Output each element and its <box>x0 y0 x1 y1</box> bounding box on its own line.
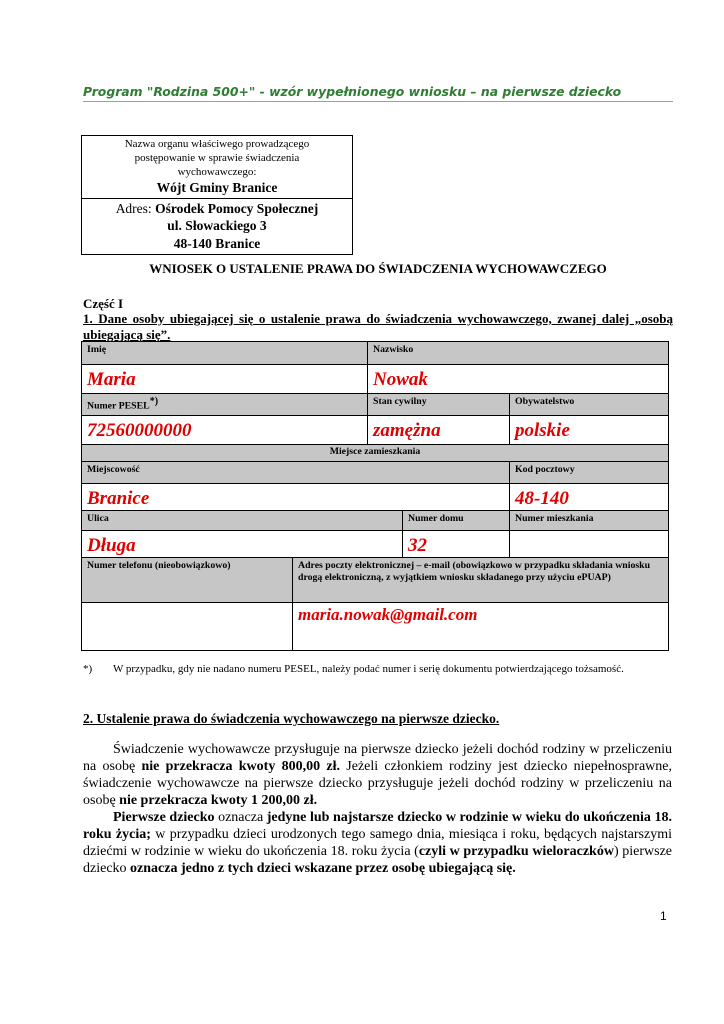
document-header: Program "Rodzina 500+" - wzór wypełnionego wniosku – na pierwsze dziecko <box>83 84 622 99</box>
marital-status-label: Stan cywilny <box>367 394 509 415</box>
phone-field[interactable] <box>82 603 292 650</box>
section1-heading: 1. Dane osoby ubiegającej się o ustalenie prawa do świadczenia wychowawczego, zwanej dalej „osobą ubiegającą się”. <box>83 311 673 342</box>
footnote-mark: *) <box>83 663 93 675</box>
pesel-footnote <box>83 663 624 675</box>
pesel-field[interactable]: 72560000000 <box>87 420 192 441</box>
organ-label-line: Nazwa organu właściwego prowadzącego <box>124 138 310 150</box>
house-number-label: Numer domu <box>402 511 509 530</box>
pesel-footnote-mark: *) <box>149 396 159 407</box>
organ-box <box>81 135 353 255</box>
marital-status-field[interactable]: zamężna <box>367 416 509 444</box>
postal-code-field[interactable]: 48-140 <box>509 484 668 510</box>
organ-address <box>82 199 352 254</box>
organ-label-line: postępowanie w sprawie świadczenia <box>134 152 300 164</box>
apartment-number-label: Numer mieszkania <box>509 511 668 530</box>
first-child-paragraph: Pierwsze dziecko oznacza jedyne lub najstarsze dziecko w rodzinie w wieku do ukończenia 18. roku życia; w przypadku dzieci urodzonych tego samego dnia, miesiąca i roku, będących najstarszymi dziećmi w rodzinie w wieku do ukończenia 18. roku życia (czyli w przypadku wieloraczków) pierwsze dziecko oznacza jedno z tych dzieci wskazane przez osobę ubiegającą się. <box>83 810 672 876</box>
residence-label: Miejsce zamieszkania <box>82 445 668 461</box>
applicant-form <box>81 341 669 651</box>
organ-name: Wójt Gminy Branice <box>156 180 278 195</box>
organ-label-line: wychowawczego: <box>177 166 257 178</box>
income-paragraph: Świadczenie wychowawcze przysługuje na pierwsze dziecko jeżeli dochód rodziny w przeliczeniu na osobę nie przekracza kwoty 800,00 zł. Jeżeli członkiem rodziny jest dziecko niepełnosprawne, świadczenie wychowawcze na pierwsze dziecko przysługuje jeżeli dochód rodziny w przeliczeniu na osobę nie przekracza kwoty 1 200,00 zł. <box>83 742 672 808</box>
postal-code-label: Kod pocztowy <box>509 462 668 483</box>
street-field[interactable]: Długa <box>87 535 136 556</box>
first-name-label: Imię <box>82 342 367 364</box>
address-name: Ośrodek Pomocy Społecznej <box>155 201 319 216</box>
pesel-label: Numer PESEL*) <box>82 394 367 415</box>
address-city: 48-140 Branice <box>173 235 261 251</box>
page-number: 1 <box>660 909 667 923</box>
document-title: WNIOSEK O USTALENIE PRAWA DO ŚWIADCZENIA WYCHOWAWCZEGO <box>149 261 607 276</box>
organ-box-top <box>82 136 352 199</box>
header-rule <box>83 101 673 102</box>
locality-field[interactable]: Branice <box>87 488 150 509</box>
email-label: Adres poczty elektronicznej – e-mail (obowiązkowo w przypadku składania wniosku drogą elektroniczną, z wyjątkiem wniosku składanego przy użyciu ePUAP) <box>292 558 668 602</box>
last-name-field[interactable]: Nowak <box>367 365 668 393</box>
part-heading: Część I <box>83 296 124 311</box>
citizenship-label: Obywatelstwo <box>509 394 668 415</box>
phone-label: Numer telefonu (nieobowiązkowo) <box>82 558 292 602</box>
email-field[interactable]: maria.nowak@gmail.com <box>292 603 668 650</box>
apartment-number-field[interactable] <box>509 531 668 557</box>
address-label: Adres: <box>115 201 152 216</box>
street-label: Ulica <box>82 511 402 530</box>
address-street: ul. Słowackiego 3 <box>167 218 267 234</box>
citizenship-field[interactable]: polskie <box>509 416 668 444</box>
first-name-field[interactable]: Maria <box>87 369 136 390</box>
footnote-text: W przypadku, gdy nie nadano numeru PESEL, należy podać numer i serię dokumentu potwierdzającego tożsamość. <box>113 663 624 675</box>
section2-heading: 2. Ustalenie prawa do świadczenia wychowawczego na pierwsze dziecko. <box>83 711 500 726</box>
last-name-label: Nazwisko <box>367 342 668 364</box>
house-number-field[interactable]: 32 <box>402 531 509 557</box>
locality-label: Miejscowość <box>82 462 509 483</box>
